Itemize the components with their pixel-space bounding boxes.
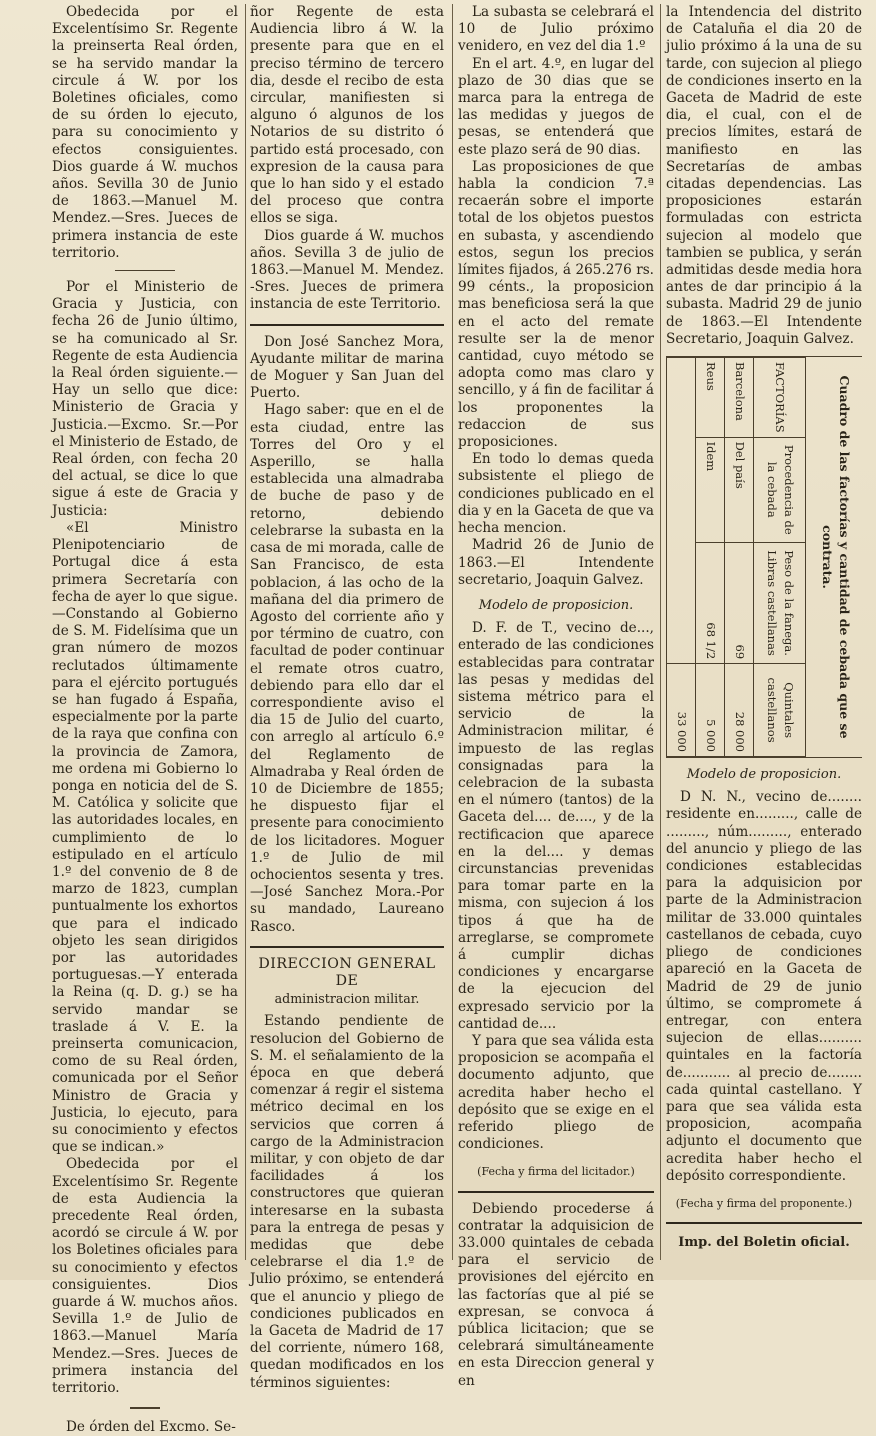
table-total-row (667, 358, 696, 757)
column-1 (52, 4, 238, 1436)
column-rule (245, 4, 246, 1260)
table-cell: 68 1/2 (696, 542, 725, 663)
paragraph: D. F. de T., vecino de..., enterado de las condiciones establecidas para contratar las pesas y medidas del sistema métrico para el servicio de la Administracion militar, é impuesto de las reglas consignadas para la celebracion de la subasta en el número (tantos) de la Gaceta del.... de...., y de la rectificacion que aparece en la del.... y demas circunstancias prevenidas para tomar parte en la misma, con sujecion á los tipos á que ha de arreglarse, se compromete á cumplir dichas condiciones y encargarse de la ejecucion del expresado servicio por la cantidad de.... (458, 620, 654, 1032)
paragraph: Dios guarde á W. muchos años. Sevilla 3 de julio de 1863.—Manuel M. Mendez. -Sres. Jueces de primera instancia de este Territorio. (250, 227, 444, 313)
paragraph: Y para que sea válida esta proposicion se acompaña el documento adjunto, que acredita haber hecho el depósito que se exige en el referido pliego de condiciones. (458, 1032, 654, 1153)
paragraph: Debiendo procederse á contratar la adquisicion de 33.000 quintales de cebada para el servicio de provisiones del ejército en las factorías que al pié se expresan, se convoca á pública licitacion; que se celebrará simultáneamente en esta Direccion general y en (458, 1200, 654, 1389)
paragraph: ñor Regente de esta Audiencia libro á W. la presente para que en el preciso término de tercero dia, desde el recibo de esta circular, manifiesten si alguno ó algunos de los Notarios de su distrito ó partido está procesado, con expresion de la causa para que lo han sido y el estado del proceso que contra ellos se siga. (250, 4, 444, 227)
section-divider (250, 324, 444, 326)
paragraph: Estando pendiente de resolucion del Gobierno de S. M. el señalamiento de la época en que deberá comenzar á regir el sistema métrico decimal en los servicios que corren á cargo de la Administracion militar, y con objeto de dar facilidades á los constructores que quieran interesarse en la subasta para la entrega de pesas y medidas que debe celebrarse el dia 1.º de Julio próximo, se entenderá que el anuncio y pliego de condiciones publicados en la Gaceta de Madrid de 17 del corriente, número 168, quedan modificados en los términos siguientes: (250, 1013, 444, 1391)
table-cell: Reus (696, 358, 725, 438)
table-cell: Del país (725, 437, 754, 542)
section-divider (250, 946, 444, 948)
paragraph: Madrid 26 de Junio de 1863.—El Intendente secretario, Joaquin Galvez. (458, 537, 654, 588)
model-title: Modelo de proposicion. (478, 597, 634, 613)
table-cell: Idem (696, 437, 725, 542)
signature-line: (Fecha y firma del proponente.) (675, 1196, 853, 1210)
paragraph: Por el Ministerio de Gracia y Justicia, con fecha 26 de Junio último, se ha comunicado al Sr. Regente de esta Audiencia la Real órden siguiente.—Hay un sello que dice: Ministerio de Gracia y Justicia.—Excmo. Sr.—Por el Ministerio de Estado, de Real órden, con fecha 20 del actual, se dice lo que sigue á este de Gracia y Justicia: (52, 279, 238, 519)
column-3 (458, 4, 654, 1389)
table-row (696, 358, 725, 757)
table-row (725, 358, 754, 757)
table-header: Procedencia de la cebada (754, 437, 806, 542)
paragraph: Obedecida por el Excelentísimo Sr. Regente de esta Audiencia la precedente Real órden, acordó se circule á W. por los Boletines oficiales para su conocimiento y efectos consiguientes. Dios guarde á W. muchos años. Sevilla 1.º de Julio de 1863.—Manuel María Mendez.—Sres. Jueces de primera instancia del territorio. (52, 1156, 238, 1397)
paragraph: D N. N., vecino de........ residente en........., calle de ........., núm........., enterado del anuncio y pliego de las condiciones establecidas para la adquisicion por parte de la Administracion militar de 33.000 quintales castellanos de cebada, cuyo pliego de condiciones apareció en la Gaceta de Madrid de 29 de junio último, se compromete á entregar, con entera sujecion de ellas.......... quintales en la factoría de........... al precio de........ cada quintal castellano. Y para que sea válida esta proposicion, acompaña adjunto el documento que acredita haber hecho el depósito correspondiente. (666, 789, 862, 1184)
table-title: Cuadro de las factorías y cantidad de cebada que se contrata. (820, 375, 853, 739)
table-header: FACTORÍAS (754, 358, 806, 438)
paragraph: Don José Sanchez Mora, Ayudante militar de marina de Moguer y San Juan del Puerto. (250, 333, 444, 402)
factories-table (666, 357, 862, 757)
model-title: Modelo de proposicion. (686, 767, 842, 783)
section-heading: DIRECCION GENERAL DE (258, 955, 436, 989)
paragraph: la Intendencia del distrito de Cataluña el dia 20 de julio próximo á la una de su tarde, con sujecion al pliego de condiciones inserto en la Gaceta de Madrid de este dia, el cual, con el de precios límites, estará de manifiesto en las Secretarías de ambas citadas dependencias. Las proposiciones estarán formuladas con estricta sujecion al modelo que tambien se publica, y serán admitidas desde media hora antes de dar principio á la subasta. Madrid 29 de junio de 1863.—El Intendente Secretario, Joaquin Galvez. (666, 4, 862, 347)
paragraph: «El Ministro Plenipotenciario de Portugal dice á esta primera Secretaría con fecha de ayer lo que sigue.—Constando al Gobierno de S. M. Fidelísima que un gran número de mozos reclutados últimamente para el ejército portugués se han fugado á España, especialmente por la parte de la raya que confina con la provincia de Zamora, me ordena mi Gobierno lo ponga en noticia del de S. M. Católica y solicite que las autoridades locales, en cumplimiento de lo estipulado en el artículo 1.º del convenio de 8 de marzo de 1823, cumplan puntualmente los exhortos que para el indicado objeto les sean dirigidos por las autoridades portuguesas.—Y enterada la Reina (q. D. g.) se ha servido mandar se traslade á V. E. la preinserta comunicacion, como de su Real órden, comunicada por el Señor Ministro de Gracia y Justicia, lo ejecuto, para su conocimiento y efectos que se indican.» (52, 519, 238, 1156)
column-4 (666, 4, 862, 1272)
table-cell: 28 000 (725, 664, 754, 757)
factories-table-box (666, 356, 862, 758)
signature-line: (Fecha y firma del licitador.) (477, 1165, 635, 1179)
table-header: Peso de la fanega. Libras castellanas (754, 542, 806, 663)
paragraph: La subasta se celebrará el 10 de Julio próximo venidero, en vez del dia 1.º (458, 4, 654, 55)
table-cell: Barcelona (725, 358, 754, 438)
table-cell: 69 (725, 542, 754, 663)
column-rule (452, 4, 453, 1260)
paragraph: En el art. 4.º, en lugar del plazo de 30 dias que se marca para la entrega de las medidas y juegos de pesas, se entenderá que este plazo será de 90 dias. (458, 55, 654, 158)
section-divider (666, 1222, 862, 1224)
paragraph: De órden del Excmo. Se- (66, 1419, 236, 1436)
paragraph: Obedecida por el Excelentísimo Sr. Regente la preinserta Real órden, se ha servido mandar la circule á W. por los Boletines oficiales, como de su órden lo ejecuto, para su conocimiento y efectos consiguientes. Dios guarde á W. muchos años. Sevilla 30 de Junio de 1863.—Manuel M. Mendez.—Sres. Jueces de primera instancia de este territorio. (52, 4, 238, 261)
paragraph: En todo lo demas queda subsistente el pliego de condiciones publicado en el dia y en la Gaceta de que va hecha mencion. (458, 451, 654, 537)
paragraph: Hago saber: que en el de esta ciudad, entre las Torres del Oro y el Asperillo, se halla establecida una almadraba de buche de paso y de retorno, debiendo celebrarse la subasta en la casa de mi morada, calle de San Francisco, de esta poblacion, á las ocho de la mañana del dia primero de Agosto del corriente año y por término de cuatro, con facultad de poder continuar el remate otros cuatro, debiendo para ello dar el correspondiente aviso el dia 15 de Julio del cuarto, con arreglo al artículo 6.º del Reglamento de Almadraba y Real órden de 10 de Diciembre de 1855; he dispuesto fijar el presente para conocimiento de los licitadores. Moguer 1.º de Julio de mil ochocientos sesenta y tres.—José Sanchez Mora.-Por su mandado, Laureano Rasco. (250, 402, 444, 935)
separator (115, 270, 175, 271)
printer-imprint: Imp. del Boletin oficial. (678, 1235, 850, 1251)
separator (130, 1407, 160, 1409)
paragraph: Las proposiciones de que habla la condicion 7.ª recaerán sobre el importe total de los objetos puestos en subasta, y ascendiendo estos, segun los precios límites fijados, á 265.276 rs. 99 cénts., la proposicion mas beneficiosa será la que en el acto del remate resulte ser la de menor cantidad, cuyo método se adopta como mas claro y sencillo, y á fin de facilitar á los proponentes la redaccion de sus proposiciones. (458, 158, 654, 451)
column-rule (660, 4, 661, 1260)
table-total: 33 000 (667, 664, 696, 757)
table-cell: 5 000 (696, 664, 725, 757)
table-header: Quintales castellanos (754, 664, 806, 757)
section-subheading: administracion militar. (274, 991, 420, 1007)
section-divider (458, 1191, 654, 1193)
column-2 (250, 4, 444, 1391)
